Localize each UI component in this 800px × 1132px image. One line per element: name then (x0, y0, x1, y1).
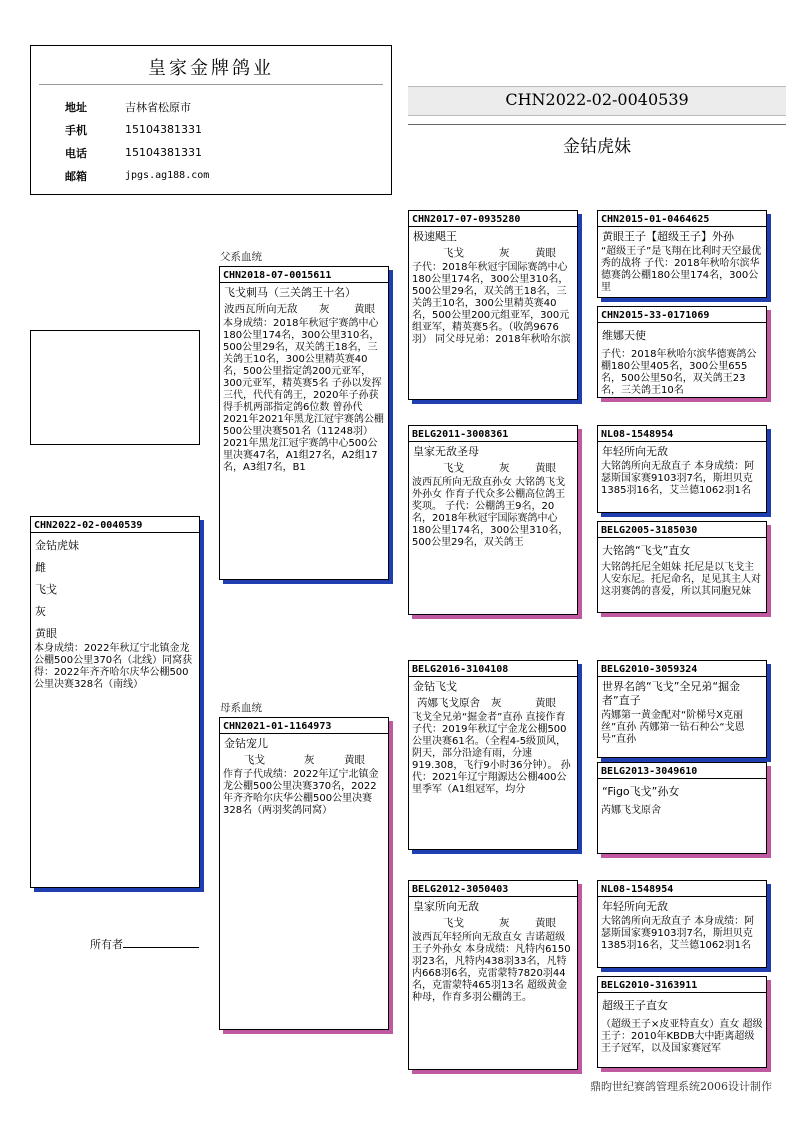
ddd-desc: （超级王子×皮亚特直女）直女 超级王子：2010年KBDB大中距离超级王子冠军，以及国家赛冠军 (601, 1019, 763, 1054)
ds-name: 金钻飞戈 (413, 680, 457, 693)
sds-ring: NL08-1548954 (598, 426, 766, 442)
dam-name: 金钻宠儿 (224, 737, 268, 750)
address-label: 地址 (65, 100, 87, 114)
owner-card (30, 45, 392, 195)
main-bird-ring: CHN2022-02-0040539 (31, 517, 199, 533)
sire-eye: 黄眼 (354, 303, 375, 315)
ss-traits (409, 244, 577, 260)
sd-desc: 波西瓦所向无敌直孙女 大铭鸽飞戈外孙女 作育子代众多公棚高位鸽王奖项。 子代：公棚鸽王9名，20名，2018年秋冠宇国际赛鸽中心180公里174名，300公里310名，500公里29名，双关鸽王 (412, 477, 569, 548)
ssd-name: 维娜天使 (602, 329, 646, 342)
dss-name: 世界名鸽“飞戈”全兄弟“掘金者”直子 (602, 680, 741, 707)
ssd-card (597, 306, 767, 398)
ss-strain: 飞戈 (443, 247, 464, 259)
dd-desc: 波西瓦年轻所向无敌直女 吉诺超级王子外孙女 本身成绩：凡特内6150羽23名，凡特内438羽33名，凡特内668羽6名，克雷蒙特7820羽44名，克雷蒙特465羽13名 超级黄金种母，作育多羽公棚鸽王。 (412, 932, 571, 1003)
sdd-card (597, 521, 767, 613)
sire-ring: CHN2018-07-0015611 (220, 267, 388, 283)
ssd-desc: 子代：2018年秋哈尔滨华德赛鸽公棚180公里405名，300公里655名，500公里50名，双关鸽王23名，三关鸽王10名 (601, 349, 757, 396)
ds-ring: BELG2016-3104108 (409, 661, 577, 677)
dam-strain: 飞戈 (244, 754, 265, 766)
sds-desc: 大铭鸽所向无敌直子 本身成绩：阿瑟斯国家赛9103羽7名，斯坦贝克1385羽16名，艾兰德1062羽1名 (601, 461, 755, 496)
email-value: jpgs.ag188.com (125, 170, 210, 181)
sss-name: 黄眼王子【超级王子】外孙 (602, 230, 734, 243)
sire-traits (220, 300, 388, 316)
owner-phone-row (31, 141, 391, 164)
dd-eye: 黄眼 (535, 917, 556, 929)
sd-ring: BELG2011-3008361 (409, 426, 577, 442)
main-bird-desc: 本身成绩：2022年秋辽宁北镇金龙公棚500公里370名（北线）同窝获得：2022年齐齐哈尔庆华公棚500公里决赛328名（南线） (34, 643, 193, 690)
sire-card (219, 266, 389, 580)
ss-ring: CHN2017-07-0935280 (409, 211, 577, 227)
footer-credit: 鼎昀世纪赛鸽管理系统2006设计制作 (590, 1080, 772, 1093)
main-bird-sex: 雌 (35, 561, 46, 574)
ds-traits (409, 694, 577, 710)
address-value: 吉林省松原市 (125, 100, 191, 114)
ddd-ring: BELG2010-3163911 (598, 977, 766, 993)
dss-desc: 芮娜第一黄金配对“阶梯号X克丽丝”直孙 芮娜第一钻石种公“戈恩号”直孙 (601, 710, 745, 745)
main-bird-name: 金钻虎妹 (35, 539, 79, 552)
sds-name: 年轻所向无敌 (602, 445, 668, 458)
dam-line-label: 母系血统 (220, 702, 262, 714)
dss-ring: BELG2010-3059324 (598, 661, 766, 677)
dsd-name: “Figo飞戈”孙女 (602, 785, 680, 798)
owner-mobile-row (31, 118, 391, 141)
dds-desc: 大铭鸽所向无敌直子 本身成绩：阿瑟斯国家赛9103羽7名，斯坦贝克1385羽16名，艾兰德1062羽1名 (601, 916, 755, 951)
sds-card (597, 425, 767, 513)
sdd-desc: 大铭鸽托尼全姐妹 托尼是以飞戈主人安东尼。托尼命名，足见其主人对这羽赛鸽的喜爱，所以其同胞兄妹 (601, 562, 761, 597)
sire-line-label: 父系血统 (220, 251, 262, 263)
dam-eye: 黄眼 (344, 754, 365, 766)
ss-desc: 子代：2018年秋冠宇国际赛鸽中心180公里174名，300公里310名，500公里29名，双关鸽王18名，三关鸽王10名，300公里精英赛40名，500公里200元组亚军，300元组亚军，精英赛5名。（收鸽9676羽） 同父母兄弟：2018年秋哈尔滨 (412, 262, 571, 345)
owner-line (90, 936, 199, 952)
sss-desc: “超级王子”是飞翔在比利时天空最优秀的战将 子代：2018年秋哈尔滨华德赛鸽公棚180公里174名，300公里 (601, 246, 762, 293)
ds-color: 灰 (491, 697, 502, 709)
sire-desc: 本身成绩：2018年秋冠宇赛鸽中心180公里174名，300公里310名，500公里29名，双关鸽王18名，三关鸽王10名，300公里精英赛40名，500公里指定鸽200元亚军，300元亚军，精英赛5名 子孙以发挥三代，代代有鸽王，2020年子孙获得手机两部指定鸽6位数 曾孙代2021年2021年黑龙江冠宇赛鸽公棚500公里决赛501名（11248羽） 2021年黑龙江冠宇赛鸽中心500公里决赛47名，A1组27名，A2组17名，A3组7名，B1 (223, 318, 384, 473)
dam-color: 灰 (304, 754, 315, 766)
sd-color: 灰 (499, 462, 510, 474)
mobile-value: 15104381331 (125, 123, 202, 136)
email-label: 邮箱 (65, 169, 87, 183)
dam-dam-card (408, 880, 578, 1070)
subject-name: 金钻虎妹 (563, 137, 631, 157)
sd-traits (409, 459, 577, 475)
sss-card (597, 210, 767, 298)
sire-sire-card (408, 210, 578, 400)
ssd-ring: CHN2015-33-0171069 (598, 307, 766, 323)
sd-name: 皇家无敌圣母 (413, 445, 479, 458)
owner-title: 皇家金牌鸽业 (39, 46, 383, 85)
dd-color: 灰 (499, 917, 510, 929)
sire-color: 灰 (319, 303, 330, 315)
dsd-ring: BELG2013-3049610 (598, 763, 766, 779)
main-bird-color: 灰 (35, 605, 46, 618)
owner-line-label: 所有者 (90, 938, 123, 951)
owner-email-row (31, 164, 391, 187)
dam-traits (220, 751, 388, 767)
ds-desc: 飞戈全兄弟“掘金者”直孙 直接作育子代：2019年秋辽宁金龙公棚500公里决赛61名。（全程4-5级顶风，阴天，部分沿途有雨，分速919.308，飞行9小时36分钟）。 孙代：2021年辽宁翔源达公棚400公里季军（A1组冠军，均分 (412, 712, 571, 795)
sd-eye: 黄眼 (535, 462, 556, 474)
dam-ring: CHN2021-01-1164973 (220, 718, 388, 734)
dd-name: 皇家所向无敌 (413, 900, 479, 913)
ddd-card (597, 976, 767, 1068)
phone-value: 15104381331 (125, 146, 202, 159)
photo-frame (30, 330, 200, 445)
ds-strain: 芮娜飞戈原舍 (417, 697, 480, 709)
sire-name: 飞戈刺马（三关鸽王十名） (224, 286, 356, 299)
dsd-card (597, 762, 767, 854)
dam-card (219, 717, 389, 1030)
sdd-name: 大铭鸽“飞戈”直女 (602, 544, 691, 557)
dds-name: 年轻所向无敌 (602, 900, 668, 913)
mobile-label: 手机 (65, 123, 87, 137)
sss-ring: CHN2015-01-0464625 (598, 211, 766, 227)
dam-desc: 作育子代成绩：2022年辽宁北镇金龙公棚500公里决赛370名，2022年齐齐哈尔庆华公棚500公里决赛328名（两羽奖鸽同窝） (223, 769, 379, 816)
ss-name: 极速飓王 (413, 230, 457, 243)
dd-strain: 飞戈 (443, 917, 464, 929)
dd-traits (409, 914, 577, 930)
main-bird-strain: 飞戈 (35, 583, 57, 596)
subject-ring: CHN2022-02-0040539 (408, 86, 786, 116)
ss-color: 灰 (499, 247, 510, 259)
ds-eye: 黄眼 (535, 697, 556, 709)
ss-eye: 黄眼 (535, 247, 556, 259)
sire-dam-card (408, 425, 578, 615)
main-bird-eye: 黄眼 (35, 627, 57, 640)
dds-ring: NL08-1548954 (598, 881, 766, 897)
sire-strain: 波西瓦所向无敌 (224, 303, 298, 315)
dds-card (597, 880, 767, 968)
sdd-ring: BELG2005-3185030 (598, 522, 766, 538)
dam-sire-card (408, 660, 578, 850)
dss-card (597, 660, 767, 758)
sd-strain: 飞戈 (443, 462, 464, 474)
subject-divider (408, 124, 786, 125)
ddd-name: 超级王子直女 (602, 999, 668, 1012)
dd-ring: BELG2012-3050403 (409, 881, 577, 897)
phone-label: 电话 (65, 146, 87, 160)
dsd-desc: 芮娜飞戈原舍 (601, 805, 661, 816)
main-bird-card (30, 516, 200, 888)
owner-address-row (31, 95, 391, 118)
